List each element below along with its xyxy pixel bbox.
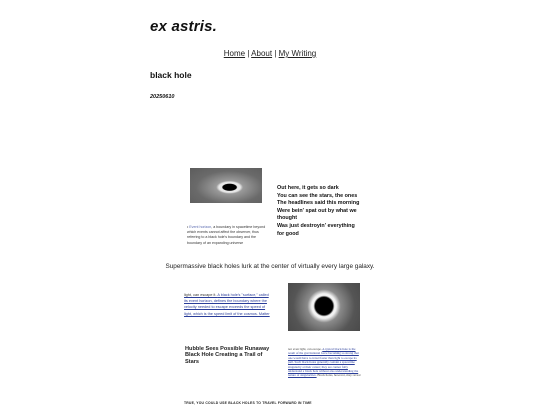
- event-horizon-link[interactable]: Event horizon: [189, 225, 212, 229]
- event-horizon-caption: • Event horizon, a boundary in spacetime beyond which events cannot affect the observer, thus referring to a black hole's boundary and the boundary of an expanding universe: [187, 225, 266, 245]
- black-hole-image: [190, 168, 262, 203]
- excerpt-link[interactable]: A typical black hole is the result of the gravitational force becoming so strong that one would have to travel faster than light to escape its pull. Such black holes generally contain a spacetime singularity at their center; they are cannot fully understand a black hole without also understanding the nature of singularities.: [288, 347, 359, 378]
- lyric-line: Out here, it gets so dark: [277, 185, 339, 191]
- site-title[interactable]: ex astris.: [150, 18, 218, 35]
- lyric-line: Was just destroyin' everything: [277, 222, 355, 229]
- black-hole-ring-image: [288, 283, 360, 331]
- post-date: 20250610: [150, 94, 175, 100]
- excerpt-lead: not even light, can escape.: [288, 347, 323, 351]
- time-travel-note: TRUE, YOU COULD USE BLACK HOLES TO TRAVEL FORWARD IN TIME: [184, 401, 312, 405]
- lyric-line: Were bein' spat out by what we: [277, 207, 357, 214]
- lyric-line: The headlines said this morning: [277, 200, 360, 207]
- nav-link-home[interactable]: Home: [223, 49, 246, 58]
- excerpt-lead: light, can escape it.: [184, 293, 218, 297]
- article-excerpt-1: [184, 292, 270, 317]
- hubble-headline: Hubble Sees Possible Runaway Black Hole Creating a Trail of Stars: [185, 346, 270, 365]
- nav-link-my-writing[interactable]: My Writing: [278, 49, 317, 58]
- nav-link-about[interactable]: About: [251, 49, 273, 58]
- lyric-line: You can see the stars, the ones: [277, 192, 358, 199]
- post-title: black hole: [150, 70, 192, 80]
- lyric-line: thought: [277, 215, 298, 222]
- excerpt-tail: Black holes, however, may reveal: [316, 373, 361, 378]
- nav-separator: |: [247, 49, 250, 58]
- supermassive-banner: Supermassive black holes lurk at the center of virtually every large galaxy.: [165, 263, 375, 270]
- nav-separator: |: [274, 49, 277, 58]
- lyric-line: for good: [277, 230, 299, 237]
- main-nav: [0, 49, 540, 58]
- caption-text: , a boundary in spacetime beyond which events cannot affect the observer, thus referring to a black hole's boundary and the boundary of an expanding universe: [187, 225, 266, 245]
- lyrics-block: [277, 185, 372, 238]
- excerpt-link[interactable]: A black hole's "surface," called its event horizon, defines the boundary where the velocity needed to escape exceeds the speed of light, which is the speed limit of the cosmos. Matter: [184, 293, 270, 316]
- article-excerpt-2: [288, 347, 362, 378]
